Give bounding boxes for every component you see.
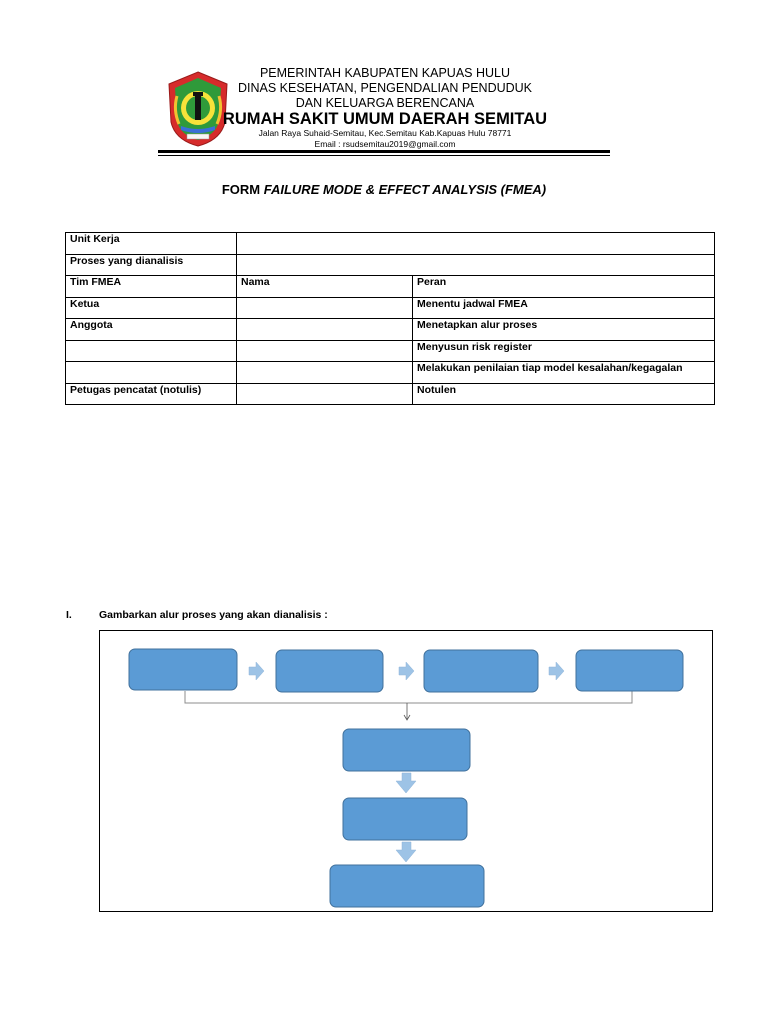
table-cell: Tim FMEA bbox=[66, 276, 237, 298]
table-cell: Melakukan penilaian tiap model kesalahan/kegagalan bbox=[413, 362, 715, 384]
header-government: PEMERINTAH KABUPATEN KAPUAS HULU bbox=[259, 66, 511, 80]
form-title-prefix: FORM bbox=[221, 182, 264, 197]
table-cell: Petugas pencatat (notulis) bbox=[66, 383, 237, 405]
flow-step-box[interactable] bbox=[129, 649, 237, 690]
table-cell: Ketua bbox=[66, 297, 237, 319]
table-row bbox=[66, 362, 715, 384]
table-row bbox=[66, 340, 715, 362]
table-row bbox=[66, 383, 715, 405]
process-flow-frame bbox=[99, 630, 713, 912]
section-number: I. bbox=[66, 609, 72, 621]
down-arrow-icon bbox=[396, 773, 416, 793]
section-heading: Gambarkan alur proses yang akan dianalisis : bbox=[99, 609, 328, 621]
table-cell[interactable] bbox=[237, 362, 413, 384]
table-cell[interactable] bbox=[237, 319, 413, 341]
table-row bbox=[66, 276, 715, 298]
table-row bbox=[66, 319, 715, 341]
flow-connector bbox=[185, 691, 632, 703]
table-cell: Menentu jadwal FMEA bbox=[413, 297, 715, 319]
table-row bbox=[66, 254, 715, 276]
table-cell: Menyusun risk register bbox=[413, 340, 715, 362]
table-cell: Menetapkan alur proses bbox=[413, 319, 715, 341]
down-arrow-icon bbox=[396, 842, 416, 862]
header-email: Email : rsudsemitau2019@gmail.com bbox=[314, 139, 456, 149]
proses-label: Proses yang dianalisis bbox=[66, 254, 237, 276]
header-divider-thin bbox=[158, 155, 610, 156]
table-cell: Notulen bbox=[413, 383, 715, 405]
table-cell bbox=[66, 362, 237, 384]
fmea-team-table bbox=[65, 232, 715, 405]
flow-step-box[interactable] bbox=[576, 650, 683, 691]
table-cell[interactable] bbox=[237, 297, 413, 319]
table-cell: Anggota bbox=[66, 319, 237, 341]
header-department-cont: DAN KELUARGA BERENCANA bbox=[295, 96, 475, 110]
flow-step-box[interactable] bbox=[343, 729, 470, 771]
table-cell[interactable] bbox=[237, 383, 413, 405]
table-cell bbox=[66, 340, 237, 362]
header-divider-thick bbox=[158, 150, 610, 153]
header-address: Jalan Raya Suhaid-Semitau, Kec.Semitau Kab.Kapuas Hulu 78771 bbox=[258, 128, 512, 138]
proses-value[interactable] bbox=[237, 254, 715, 276]
flow-step-box[interactable] bbox=[330, 865, 484, 907]
flow-step-box[interactable] bbox=[276, 650, 383, 692]
flow-step-box[interactable] bbox=[424, 650, 538, 692]
form-title-italic: FAILURE MODE & EFFECT ANALYSIS (FMEA) bbox=[263, 182, 547, 197]
header-hospital-name: RUMAH SAKIT UMUM DAERAH SEMITAU bbox=[222, 110, 548, 128]
unit-kerja-label: Unit Kerja bbox=[66, 233, 237, 255]
right-arrow-icon bbox=[399, 662, 414, 680]
table-row bbox=[66, 233, 715, 255]
table-row bbox=[66, 297, 715, 319]
table-cell[interactable] bbox=[237, 340, 413, 362]
unit-kerja-value[interactable] bbox=[237, 233, 715, 255]
table-cell: Nama bbox=[237, 276, 413, 298]
header-department: DINAS KESEHATAN, PENGENDALIAN PENDUDUK bbox=[237, 81, 533, 95]
form-title bbox=[0, 182, 768, 197]
right-arrow-icon bbox=[249, 662, 264, 680]
table-cell: Peran bbox=[413, 276, 715, 298]
flow-step-box[interactable] bbox=[343, 798, 467, 840]
right-arrow-icon bbox=[549, 662, 564, 680]
process-flow-diagram bbox=[100, 631, 712, 911]
